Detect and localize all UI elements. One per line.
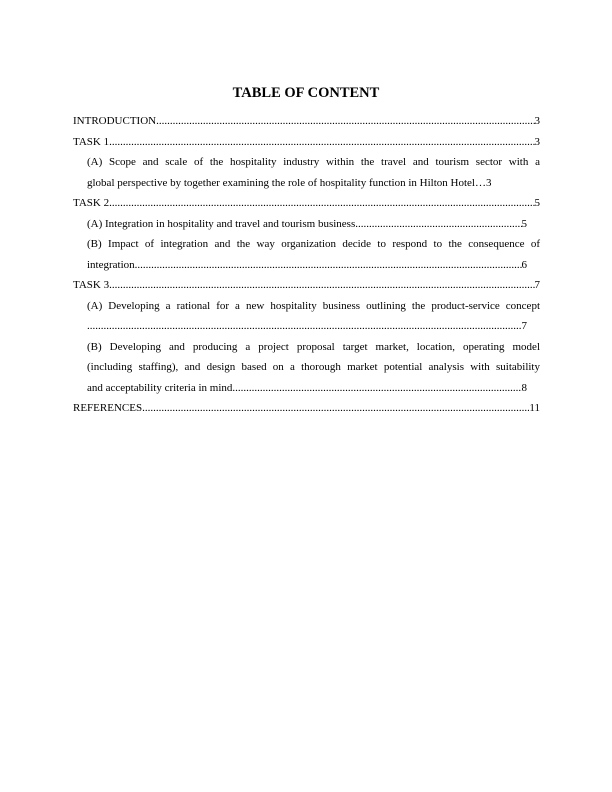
dot-leader [355,214,521,235]
toc-entry-task-3[interactable] [73,275,540,296]
toc-entry-label: TASK 1 [73,135,110,148]
toc-entry-label: TASK 3 [73,279,110,291]
toc-entry-page: 7 [534,279,540,291]
toc-entry-task-3-a[interactable] [73,296,540,337]
toc-entry-page: 7 [521,320,527,332]
toc-entry-task-1-a[interactable] [73,152,540,193]
table-of-contents [73,111,540,419]
toc-entry-page: 11 [529,402,540,414]
dot-leader [109,275,534,296]
dot-leader [232,378,521,399]
toc-entry-task-3-b[interactable] [73,337,540,399]
toc-entry-task-1[interactable] [73,132,540,153]
toc-entry-line: (A) Developing a rational for a new hospitality business outlining the product-service concept [87,299,540,312]
toc-entry-last-line [87,378,527,399]
toc-entry-label: (A) Integration in hospitality and travel and tourism business [87,217,356,230]
toc-entry-page: 5 [521,217,527,230]
toc-entry-label: INTRODUCTION [73,115,157,127]
toc-entry-line: (B) Developing and producing a project proposal target market, location, operating model [87,340,540,353]
toc-entry-last-line [87,316,527,337]
toc-entry-task-2[interactable] [73,193,540,214]
dot-leader [109,132,534,153]
toc-entry-page: 3 [534,115,540,127]
dot-leader [109,193,534,214]
toc-entry-line: (A) Scope and scale of the hospitality industry within the travel and tourism sector with a [87,156,540,168]
toc-entry-line: (including staffing), and design based on a thorough market potential analysis with suitability [87,361,540,373]
toc-entry-task-2-a[interactable] [73,214,527,235]
dot-leader [142,398,529,419]
toc-entry-page: 5 [534,197,540,209]
toc-entry-page: 3 [534,135,540,148]
toc-entry-label: REFERENCES [73,402,143,414]
toc-entry-page: 8 [521,381,527,394]
toc-entry-label: and acceptability criteria in mind [87,381,233,394]
toc-entry-line: (B) Impact of integration and the way organization decide to respond to the consequence of [87,238,540,250]
toc-entry-label: integration [87,258,135,271]
dot-leader [87,316,522,337]
toc-entry-introduction[interactable] [73,111,540,132]
toc-entry-line: global perspective by together examining the role of hospitality function in Hilton Hotel…3 [87,176,492,189]
toc-title: TABLE OF CONTENT [232,85,380,101]
toc-entry-task-2-b[interactable] [73,234,540,275]
toc-entry-references[interactable] [73,398,540,419]
dot-leader [135,255,522,276]
dot-leader [156,111,534,132]
toc-entry-page: 6 [521,258,527,271]
toc-entry-last-line [87,255,527,276]
toc-entry-label: TASK 2 [73,197,110,209]
